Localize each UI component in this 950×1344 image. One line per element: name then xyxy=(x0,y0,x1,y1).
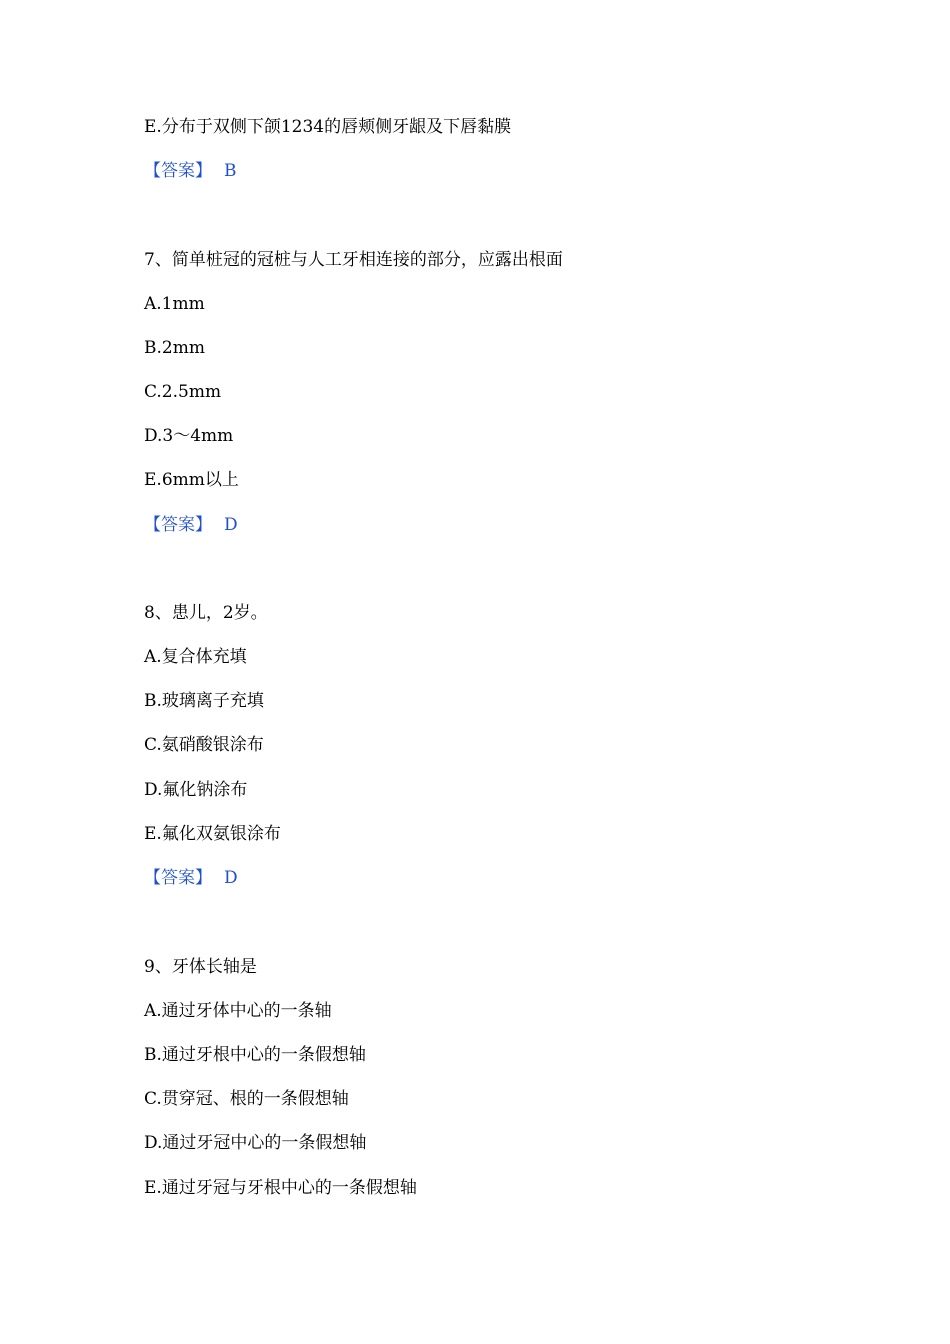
answer-label: 【答案】 xyxy=(144,868,212,888)
q9-option-d: D.通过牙冠中心的一条假想轴 xyxy=(144,1133,367,1153)
answer-label: 【答案】 xyxy=(144,161,212,181)
q8-answer xyxy=(144,867,238,889)
q9-option-e: E.通过牙冠与牙根中心的一条假想轴 xyxy=(144,1178,417,1198)
answer-label: 【答案】 xyxy=(144,515,212,535)
q7-option-d: D.3～4mm xyxy=(144,426,234,446)
q9-option-b: B.通过牙根中心的一条假想轴 xyxy=(144,1045,366,1065)
q7-option-b: B.2mm xyxy=(144,338,205,358)
q8-option-a: A.复合体充填 xyxy=(144,647,247,667)
q8-option-c: C.氨硝酸银涂布 xyxy=(144,735,264,755)
q9-question: 9、牙体长轴是 xyxy=(144,957,257,977)
q6-option-e: E.分布于双侧下颌1234的唇颊侧牙龈及下唇黏膜 xyxy=(144,117,512,137)
q9-option-a: A.通过牙体中心的一条轴 xyxy=(144,1001,332,1021)
q8-option-b: B.玻璃离子充填 xyxy=(144,691,264,711)
q7-option-a: A.1mm xyxy=(144,294,205,314)
q7-question: 7、简单桩冠的冠桩与人工牙相连接的部分，应露出根面 xyxy=(144,250,563,270)
q7-answer xyxy=(144,514,238,536)
answer-value: D xyxy=(224,868,238,888)
q7-option-e: E.6mm以上 xyxy=(144,470,239,490)
q6-answer xyxy=(144,160,237,182)
q8-option-d: D.氟化钠涂布 xyxy=(144,780,248,800)
q9-option-c: C.贯穿冠、根的一条假想轴 xyxy=(144,1089,349,1109)
q8-option-e: E.氟化双氨银涂布 xyxy=(144,824,281,844)
answer-value: B xyxy=(224,161,237,181)
answer-value: D xyxy=(224,515,238,535)
q8-question: 8、患儿，2岁。 xyxy=(144,603,268,623)
q7-option-c: C.2.5mm xyxy=(144,382,222,402)
